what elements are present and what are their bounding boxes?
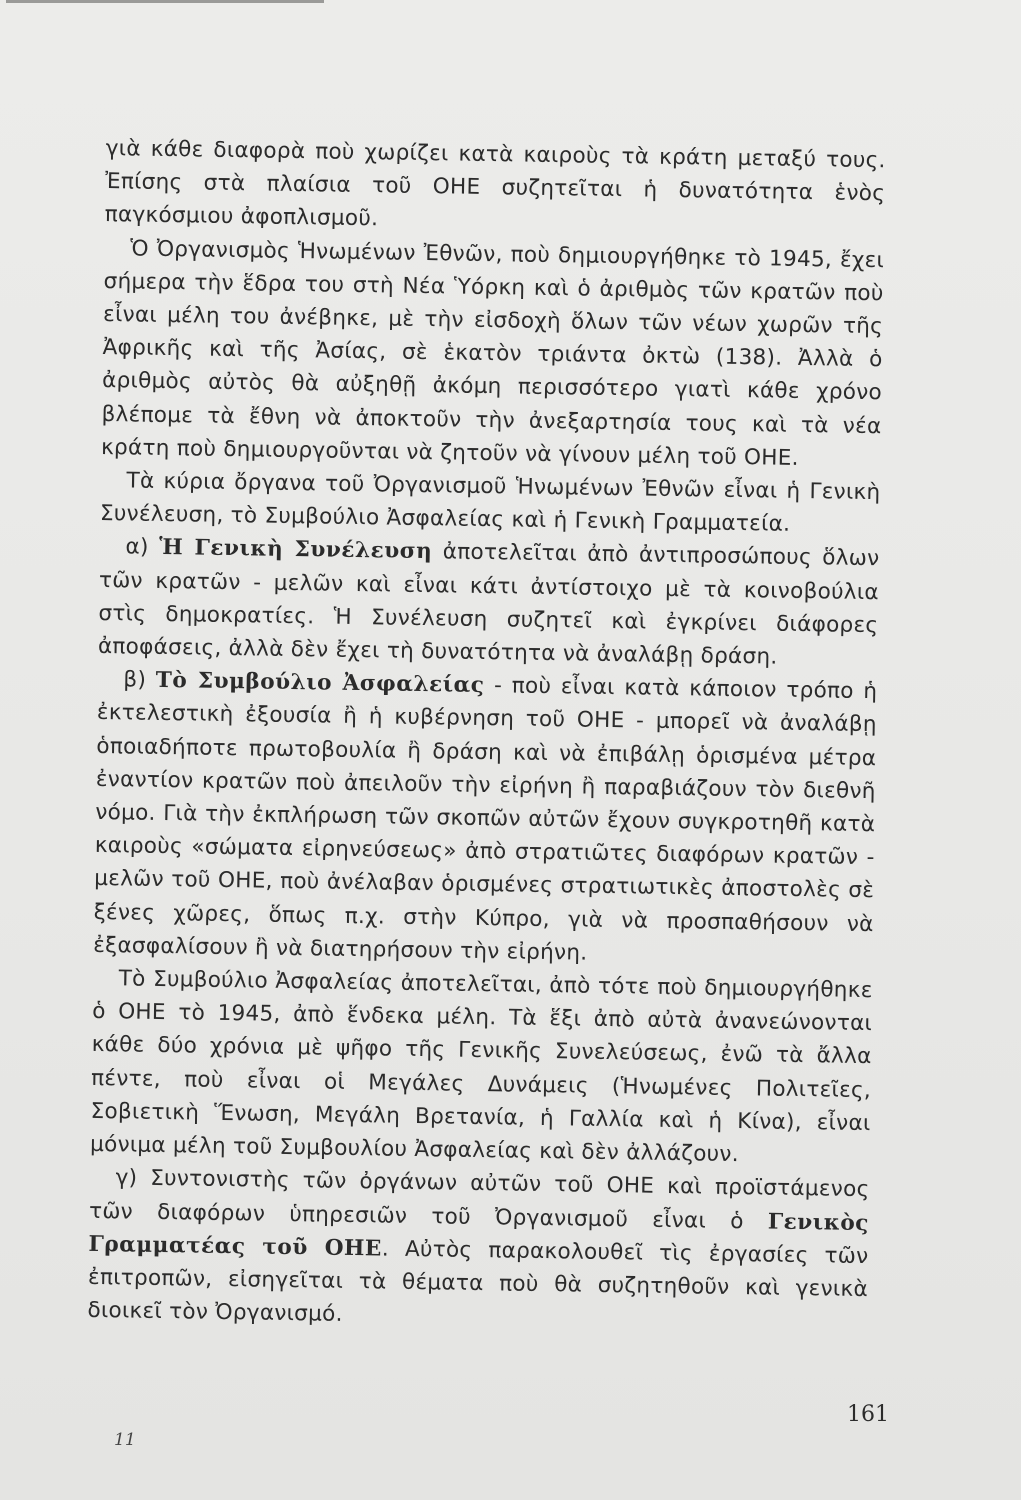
paragraph-7-text-start: γ) Συντονιστὴς τῶν ὀργάνων αὐτῶν τοῦ ΟΗΕ καὶ προϊστάμενος τῶν διαφόρων ὑπηρεσιῶν τοῦ Ὀργανισμοῦ εἶναι ὁ [88,1165,870,1235]
paragraph-4-heading: Ἡ Γενικὴ Συνέλευση [158,535,433,565]
paragraph-1 [104,132,885,244]
paragraph-7-heading: Γενικὸς Γραμματέας τοῦ ΟΗΕ [88,1209,870,1262]
paragraph-5-marker: β) [123,667,156,694]
paragraph-5-text: - ποὺ εἶναι κατὰ κάποιον τρόπο ἡ ἐκτελεστικὴ ἐξουσία ἢ ἡ κυβέρνηση τοῦ ΟΗΕ - μπορεῖ νὰ ἀναλάβῃ ὁποιαδήποτε πρωτοβουλία ἢ δράση καὶ νὰ ἐπιβάλῃ ὁρισμένα μέτρα ἐναντίον κρατῶν ποὺ ἀπειλοῦν τὴν εἰρήνη ἢ παραβιάζουν τὸν διεθνῆ νόμο. Γιὰ τὴν ἐκπλήρωση τῶν σκοπῶν αὐτῶν ἔχουν συγκροτηθῆ κατὰ καιροὺς «σώματα εἰρηνεύσεως» ἀπὸ στρατιῶτες διαφόρων κρατῶν - μελῶν τοῦ ΟΗΕ, ποὺ ἀνέλαβαν ὁρισμένες στρατιωτικὲς ἀποστολὲς σὲ ξένες χῶρες, ὅπως π.χ. στὴν Κύπρο, γιὰ νὰ προσπαθήσουν νὰ ἐξασφαλίσουν ἢ νὰ διατηρήσουν τὴν εἰρήνη. [93,673,878,966]
paragraph-3-text: Τὰ κύρια ὄργανα τοῦ Ὀργανισμοῦ Ἡνωμένων Ἐθνῶν εἶναι ἡ Γενικὴ Συνέλευση, τὸ Συμβούλιο Ἀσφαλείας καὶ ἡ Γενικὴ Γραμματεία. [99,468,881,538]
paragraph-4-marker: α) [125,534,160,561]
paragraph-5 [93,663,878,974]
paragraph-6 [90,962,873,1173]
top-rule [6,0,324,3]
paragraph-7-text-end: . Αὐτὸς παρακολουθεῖ τὶς ἐργασίες τῶν ἐπιτροπῶν, εἰσηγεῖται τὰ θέματα ποὺ θὰ συζητηθοῦν καὶ γενικὰ διοικεῖ τὸν Ὀργανισμό. [87,1236,869,1327]
paragraph-4-text: ἀποτελεῖται ἀπὸ ἀντιπροσώπους ὅλων τῶν κρατῶν - μελῶν καὶ εἶναι κάτι ἀντίστοιχο μὲ τὰ κοινοβούλια στὶς δημοκρατίες. Ἡ Συνέλευση συζητεῖ καὶ ἐγκρίνει διάφορες ἀποφάσεις, ἀλλὰ δὲν ἔχει τὴ δυνατότητα νὰ ἀναλάβῃ δράση. [97,539,880,670]
page-number: 161 [847,1402,889,1427]
paragraph-2-text: Ὁ Ὀργανισμὸς Ἡνωμένων Ἐθνῶν, ποὺ δημιουργήθηκε τὸ 1945, ἔχει σήμερα τὴν ἕδρα του στὴ Νέα Ὑόρκη καὶ ὁ ἀριθμὸς τῶν κρατῶν ποὺ εἶναι μέλη του ἀνέβηκε, μὲ τὴν εἰσδοχὴ ὅλων τῶν νέων χωρῶν τῆς Ἀφρικῆς καὶ τῆς Ἀσίας, σὲ ἑκατὸν τριάντα ὀκτὼ (138). Ἀλλὰ ὁ ἀριθμὸς αὐτὸς θὰ αὐξηθῇ ἀκόμη περισσότερο γιατὶ κάθε χρόνο βλέπομε τὰ ἔθνη νὰ ἀποκτοῦν τὴν ἀνεξαρτησία τους καὶ τὰ νέα κράτη ποὺ δημιουργοῦνται νὰ ζητοῦν νὰ γίνουν μέλη τοῦ ΟΗΕ. [100,236,885,471]
paragraph-7 [87,1161,870,1339]
body-text [87,132,886,1339]
paragraph-5-heading: Τὸ Συμβούλιο Ἀσφαλείας [155,668,485,699]
paragraph-6-text: Τὸ Συμβούλιο Ἀσφαλείας ἀποτελεῖται, ἀπὸ τότε ποὺ δημιουργήθηκε ὁ ΟΗΕ τὸ 1945, ἀπὸ ἕνδεκα μέλη. Τὰ ἕξι ἀπὸ αὐτὰ ἀνανεώνονται κάθε δύο χρόνια μὲ ψῆφο τῆς Γενικῆς Συνελεύσεως, ἐνῶ τὰ ἄλλα πέντε, ποὺ εἶναι οἱ Μεγάλες Δυνάμεις (Ἡνωμένες Πολιτεῖες, Σοβιετικὴ Ἕνωση, Μεγάλη Βρετανία, ἡ Γαλλία καὶ ἡ Κίνα), εἶναι μόνιμα μέλη τοῦ Συμβουλίου Ἀσφαλείας καὶ δὲν ἀλλάζουν. [89,966,873,1168]
signature-mark: 11 [114,1430,136,1450]
paragraph-3 [100,464,881,543]
paragraph-1-text: γιὰ κάθε διαφορὰ ποὺ χωρίζει κατὰ καιροὺς τὰ κράτη μεταξύ τους. Ἐπίσης στὰ πλαίσια τοῦ ΟΗΕ συζητεῖται ἡ δυνατότητα ἑνὸς παγκόσμιου ἀφοπλισμοῦ. [104,135,886,232]
paragraph-2 [101,232,885,477]
paragraph-4 [98,530,880,675]
